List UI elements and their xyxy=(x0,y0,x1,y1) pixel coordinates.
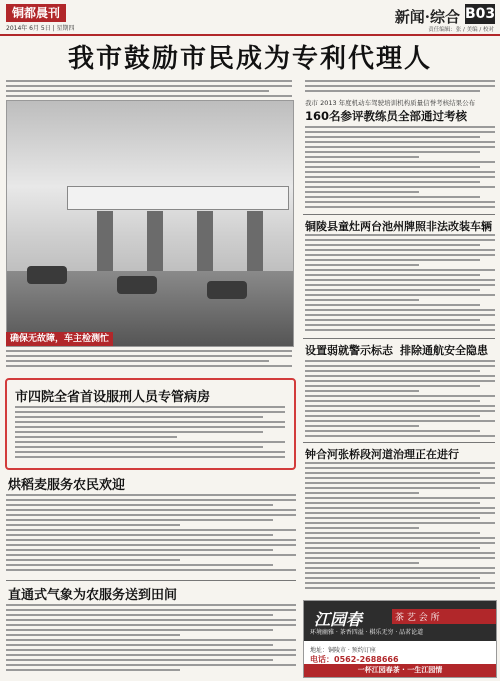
river-article-title: 钟合河张桥段河道治理正在进行 xyxy=(305,448,459,461)
ad-features: 环境幽雅 · 茶香四溢 · 棋乐无穷 · 品茗论道 xyxy=(310,629,424,636)
masthead: 铜都晨刊 xyxy=(6,4,66,22)
photo-description xyxy=(6,350,292,370)
highlighted-article[interactable] xyxy=(5,378,296,470)
vehicle-article-body xyxy=(305,234,495,332)
tea-house-advertisement xyxy=(303,600,497,678)
section-name: 新闻·综合 xyxy=(394,8,460,26)
photo-caption: 确保无故障，车主检测忙 xyxy=(6,332,113,346)
ad-slogan: 茶 艺 会 所 xyxy=(392,609,496,624)
article-body-left xyxy=(6,80,292,98)
ad-phone: 电话：0562-2688666 xyxy=(310,655,399,664)
ad-address: 地址：铜陵市 · 预约订座 xyxy=(310,647,376,654)
ad-brand: 江园春 xyxy=(314,610,363,629)
warning-article-title-a: 设置弱就警示标志 xyxy=(305,344,393,357)
harvest-article-body xyxy=(6,494,296,574)
main-headline: 我市鼓励市民成为专利代理人 xyxy=(67,44,432,74)
exam-article-body xyxy=(305,126,495,210)
page-header xyxy=(0,0,500,36)
news-photo xyxy=(6,100,294,347)
vehicle-article-title: 铜陵县童灶两台池州牌照非法改装车辆 xyxy=(305,220,492,233)
river-article-body xyxy=(305,462,495,594)
page-number: B03 xyxy=(465,6,496,22)
warning-article-body xyxy=(305,360,495,438)
editor-credits: 责任编辑：张 / 美编 / 校对 xyxy=(428,27,494,33)
weather-article-body xyxy=(6,604,296,678)
warning-article-title-b: 排除通航安全隐患 xyxy=(400,344,488,357)
weather-article-title: 直通式气象为农服务送到田间 xyxy=(8,588,178,603)
article-body-right-top xyxy=(305,80,495,96)
ad-bottom-banner: 一杯江园春茶 · 一生江园情 xyxy=(304,664,496,677)
exam-article-subtitle: 我市 2013 年度机动车驾驶培训机构质量信誉考核结果公布 xyxy=(305,99,476,107)
toll-canopy xyxy=(67,186,289,210)
exam-article-title: 160名参评教练员全部通过考核 xyxy=(305,109,468,123)
highlighted-article-title[interactable]: 市四院全省首设服刑人员专管病房 xyxy=(15,390,211,405)
highlighted-article-body xyxy=(15,406,285,462)
harvest-article-title: 烘稻麦服务农民欢迎 xyxy=(8,478,126,493)
issue-date: 2014年 6月 5日 | 星期四 xyxy=(6,25,75,32)
